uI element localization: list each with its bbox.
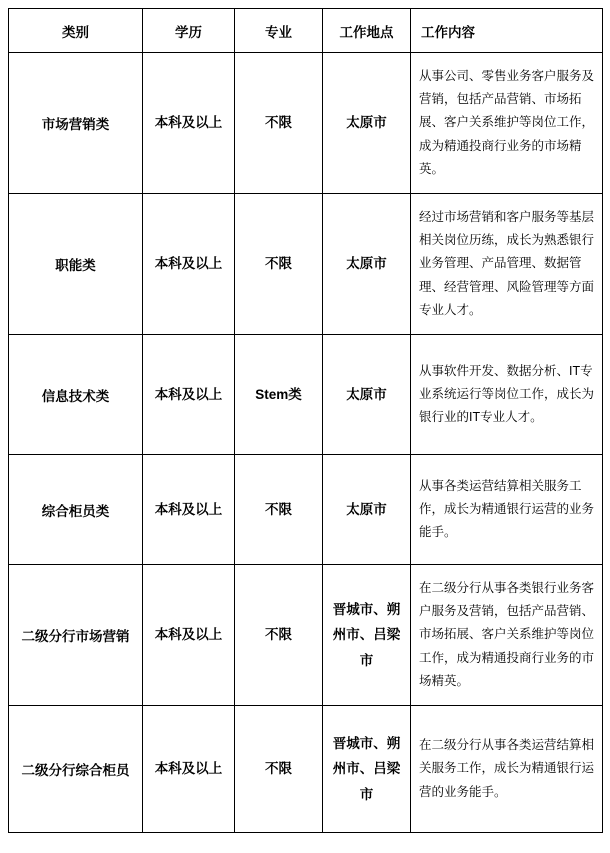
job-positions-table (8, 8, 603, 833)
column-header-category: 类别 (9, 9, 143, 53)
cell-category: 综合柜员类 (9, 455, 143, 565)
cell-location: 太原市 (323, 455, 411, 565)
cell-description: 从事各类运营结算相关服务工作，成长为精通银行运营的业务能手。 (411, 455, 603, 565)
cell-category: 信息技术类 (9, 335, 143, 455)
cell-location: 晋城市、朔州市、吕梁市 (323, 706, 411, 833)
table-row (9, 706, 603, 833)
table-row (9, 335, 603, 455)
cell-location: 晋城市、朔州市、吕梁市 (323, 565, 411, 706)
cell-category: 二级分行市场营销 (9, 565, 143, 706)
cell-major: Stem类 (235, 335, 323, 455)
table-body (9, 53, 603, 833)
cell-education: 本科及以上 (143, 455, 235, 565)
cell-major: 不限 (235, 194, 323, 335)
cell-major: 不限 (235, 455, 323, 565)
table-row (9, 455, 603, 565)
cell-description: 从事软件开发、数据分析、IT专业系统运行等岗位工作，成长为银行业的IT专业人才。 (411, 335, 603, 455)
cell-major: 不限 (235, 706, 323, 833)
cell-education: 本科及以上 (143, 706, 235, 833)
table-header-row (9, 9, 603, 53)
column-header-description: 工作内容 (411, 9, 603, 53)
cell-category: 二级分行综合柜员 (9, 706, 143, 833)
cell-description: 从事公司、零售业务客户服务及营销，包括产品营销、市场拓展、客户关系维护等岗位工作，成为精通投商行业务的市场精英。 (411, 53, 603, 194)
cell-category: 市场营销类 (9, 53, 143, 194)
table-row (9, 194, 603, 335)
cell-description: 在二级分行从事各类运营结算相关服务工作，成长为精通银行运营的业务能手。 (411, 706, 603, 833)
table-header (9, 9, 603, 53)
cell-location: 太原市 (323, 53, 411, 194)
cell-major: 不限 (235, 53, 323, 194)
cell-location: 太原市 (323, 335, 411, 455)
cell-category: 职能类 (9, 194, 143, 335)
cell-description: 经过市场营销和客户服务等基层相关岗位历练，成长为熟悉银行业务管理、产品管理、数据管理、经营管理、风险管理等方面专业人才。 (411, 194, 603, 335)
table-row (9, 53, 603, 194)
cell-education: 本科及以上 (143, 53, 235, 194)
cell-major: 不限 (235, 565, 323, 706)
column-header-major: 专业 (235, 9, 323, 53)
column-header-location: 工作地点 (323, 9, 411, 53)
cell-education: 本科及以上 (143, 194, 235, 335)
table-row (9, 565, 603, 706)
cell-location: 太原市 (323, 194, 411, 335)
cell-description: 在二级分行从事各类银行业务客户服务及营销，包括产品营销、市场拓展、客户关系维护等岗位工作，成为精通投商行业务的市场精英。 (411, 565, 603, 706)
column-header-education: 学历 (143, 9, 235, 53)
cell-education: 本科及以上 (143, 565, 235, 706)
cell-education: 本科及以上 (143, 335, 235, 455)
